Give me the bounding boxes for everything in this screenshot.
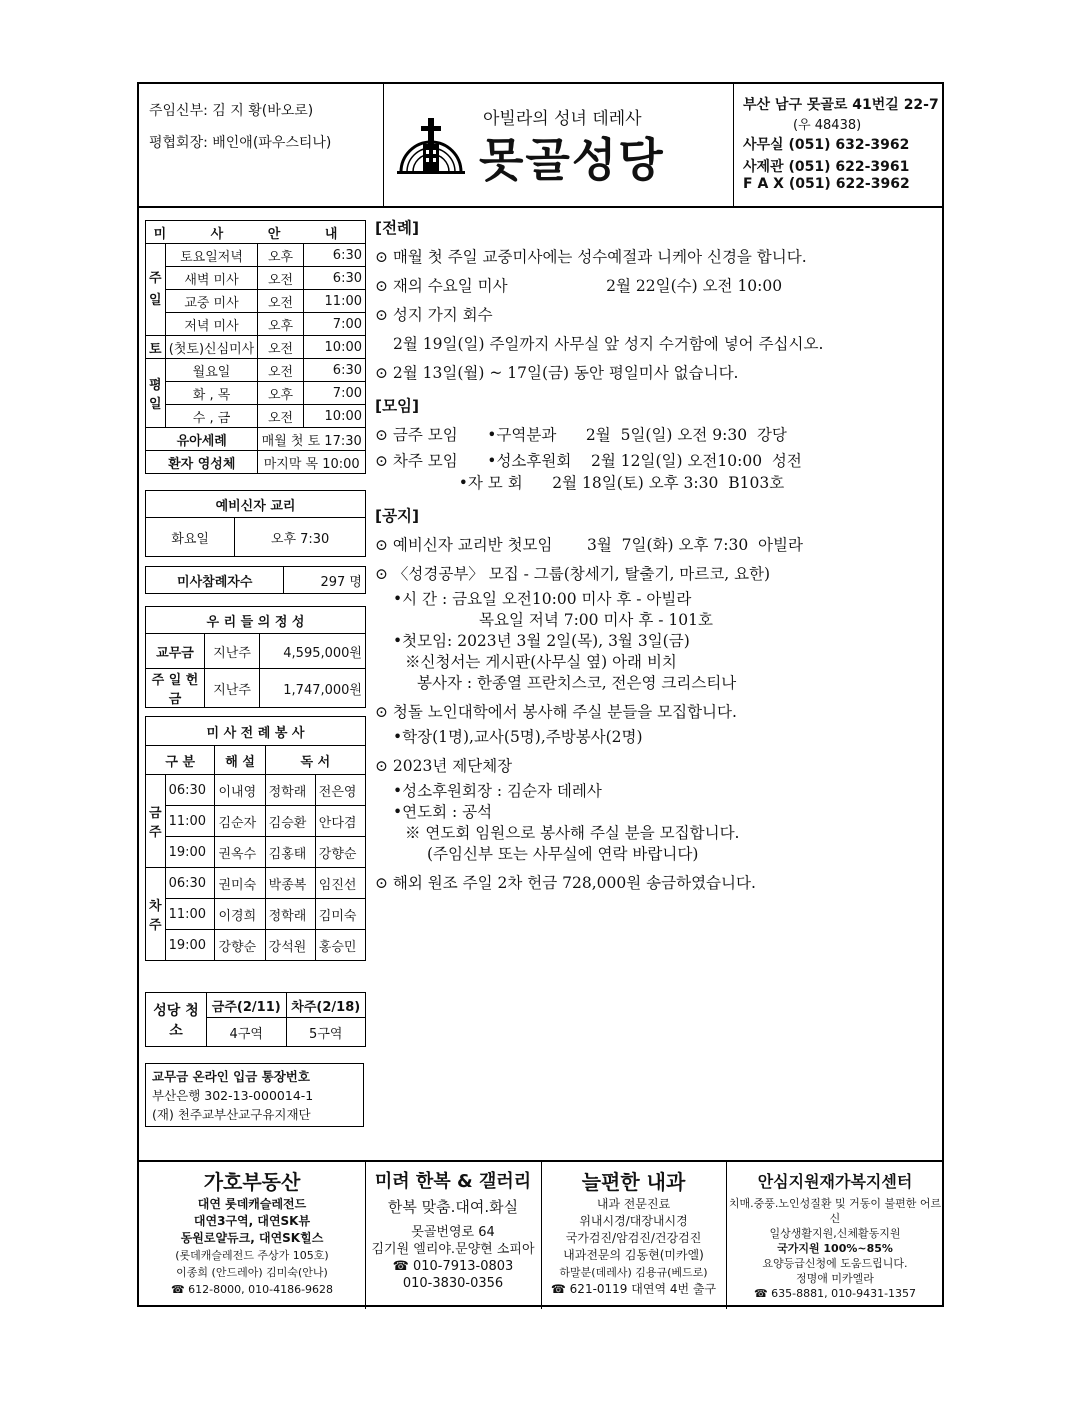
mass-ampm: 오전 bbox=[258, 336, 303, 359]
offering-table bbox=[145, 606, 366, 708]
baptism-label: 유아세례 bbox=[146, 428, 258, 451]
ad-line: (롯데캐슬레전드 주상가 105호) bbox=[175, 1249, 329, 1262]
ad-line: 일상생활지원,신체활동지원 bbox=[769, 1227, 901, 1240]
mass-name: 화 , 목 bbox=[165, 382, 258, 405]
list-item: ⊙ 2월 13일(월) ~ 17일(금) 동안 평일미사 없습니다. bbox=[375, 364, 739, 382]
list-item: 2월 19일(일) 주일까지 사무실 앞 성지 수거함에 넣어 주십시오. bbox=[393, 335, 824, 353]
ad-line: ☎ 612-8000, 010-4186-9628 bbox=[170, 1283, 334, 1296]
list-item: ⊙ 해외 원조 주일 2차 헌금 728,000원 송금하였습니다. bbox=[375, 874, 756, 892]
offering-title: 우 리 들 의 정 성 bbox=[146, 607, 366, 634]
list-item: •학장(1명),교사(5명),주방봉사(2명) bbox=[393, 728, 643, 746]
servers-group-label: 금주 bbox=[146, 775, 166, 868]
list-item: ⊙ 매월 첫 주일 교중미사에는 성수예절과 니케아 신경을 합니다. bbox=[375, 248, 807, 266]
servers-reader: 정학래 bbox=[265, 899, 315, 930]
servers-guide: 권미숙 bbox=[215, 868, 265, 899]
servers-header: 구 분 bbox=[146, 746, 215, 775]
mass-name: 저녁 미사 bbox=[165, 313, 258, 336]
cleaning-next-value: 5구역 bbox=[286, 1018, 366, 1047]
table-row bbox=[146, 634, 366, 669]
table-row bbox=[146, 428, 366, 451]
offering-amount: 4,595,000원 bbox=[260, 634, 366, 669]
list-item: ※ 연도회 임원으로 봉사해 주실 분을 모집합니다. bbox=[405, 824, 740, 842]
mass-name: 월요일 bbox=[165, 359, 258, 382]
mass-name: 수 , 금 bbox=[165, 405, 258, 428]
servers-guide: 권옥수 bbox=[215, 837, 265, 868]
ad-line: ☎ 635-8881, 010-9431-1357 bbox=[753, 1287, 917, 1300]
weekday-label: 평일 bbox=[146, 359, 166, 428]
ad-welfare-center bbox=[726, 1162, 944, 1309]
servers-time: 11:00 bbox=[165, 899, 215, 930]
attendance-table bbox=[145, 566, 366, 594]
offering-label: 교무금 bbox=[146, 634, 205, 669]
mass-schedule-title: 미 사 안 내 bbox=[146, 221, 366, 244]
header-staff bbox=[139, 84, 384, 206]
table-row bbox=[146, 290, 366, 313]
servers-guide: 김순자 bbox=[215, 806, 265, 837]
ad-line: 하말분(데레사) 김용규(베드로) bbox=[559, 1266, 708, 1279]
liturgy-heading: [전례] bbox=[375, 219, 420, 237]
ad-line: 한복 맞춤.대여.화실 bbox=[387, 1198, 519, 1216]
list-item: ⊙ 재의 수요일 미사 2월 22일(수) 오전 10:00 bbox=[375, 277, 783, 295]
list-item: ⊙ 청돌 노인대학에서 봉사해 주실 분들을 모집합니다. bbox=[375, 703, 737, 721]
rectory-phone: 사제관 (051) 622-3961 bbox=[743, 159, 910, 175]
table-row bbox=[146, 405, 366, 428]
servers-guide: 강향순 bbox=[215, 930, 265, 961]
servers-reader: 임진선 bbox=[315, 868, 365, 899]
offering-period: 지난주 bbox=[205, 669, 260, 708]
catechumen-table bbox=[145, 490, 366, 557]
list-item: ⊙ 금주 모임 •구역분과 2월 5일(일) 오전 9:30 강당 bbox=[375, 426, 787, 444]
list-item: •시 간 : 금요일 오전10:00 미사 후 - 아빌라 bbox=[393, 590, 692, 608]
ad-title: 늘편한 내과 bbox=[581, 1170, 686, 1194]
catechumen-day: 화요일 bbox=[146, 518, 235, 557]
ad-line: 김기원 엘리야.문양현 소피아 bbox=[371, 1242, 535, 1257]
mass-time: 6:30 bbox=[303, 267, 365, 290]
list-item: •자 모 회 2월 18일(토) 오후 3:30 B103호 bbox=[375, 474, 785, 492]
notice-heading: [공지] bbox=[375, 507, 420, 525]
attendance-label: 미사참례자수 bbox=[146, 567, 284, 594]
mass-schedule-table bbox=[145, 220, 366, 474]
header-contact bbox=[733, 84, 944, 206]
ad-line: 요양등급신청에 도움드립니다. bbox=[762, 1257, 908, 1270]
communion-label: 환자 영성체 bbox=[146, 451, 258, 474]
ad-title: 미려 한복 & 갤러리 bbox=[374, 1171, 532, 1192]
ad-line: 못골번영로 64 bbox=[411, 1225, 495, 1240]
meeting-heading: [모임] bbox=[375, 397, 420, 415]
mass-name: 새벽 미사 bbox=[165, 267, 258, 290]
offering-amount: 1,747,000원 bbox=[260, 669, 366, 708]
table-row bbox=[146, 669, 366, 708]
servers-reader: 정학래 bbox=[265, 775, 315, 806]
catechumen-title: 예비신자 교리 bbox=[146, 491, 366, 518]
cleaning-label: 성당 청소 bbox=[146, 993, 207, 1047]
servers-reader: 홍승민 bbox=[315, 930, 365, 961]
offering-period: 지난주 bbox=[205, 634, 260, 669]
servers-time: 06:30 bbox=[165, 868, 215, 899]
parish-title: 못골성당 bbox=[479, 133, 665, 187]
list-item: ⊙ 성지 가지 회수 bbox=[375, 306, 493, 324]
saturday-label: 토 bbox=[146, 336, 166, 359]
ad-title: 안심지원재가복지센터 bbox=[757, 1172, 913, 1191]
mass-ampm: 오전 bbox=[258, 267, 303, 290]
servers-reader: 전은영 bbox=[315, 775, 365, 806]
address: 부산 남구 못골로 41번길 22-7 bbox=[743, 97, 939, 113]
servers-time: 19:00 bbox=[165, 930, 215, 961]
baptism-value: 매월 첫 토 17:30 bbox=[258, 428, 366, 451]
ad-real-estate bbox=[139, 1162, 366, 1309]
servers-title: 미 사 전 례 봉 사 bbox=[146, 717, 366, 746]
servers-reader: 강향순 bbox=[315, 837, 365, 868]
servers-time: 06:30 bbox=[165, 775, 215, 806]
servers-reader: 김승환 bbox=[265, 806, 315, 837]
list-item: (주임신부 또는 사무실에 연락 바랍니다) bbox=[427, 845, 699, 863]
ad-line: 국가검진/암검진/건강검진 bbox=[565, 1231, 702, 1245]
servers-reader: 김홍태 bbox=[265, 837, 315, 868]
table-row bbox=[146, 775, 366, 806]
ad-line: 대연3구역, 대연SK뷰 bbox=[193, 1214, 311, 1228]
mass-ampm: 오후 bbox=[258, 382, 303, 405]
mass-time: 7:00 bbox=[303, 313, 365, 336]
ad-title: 가호부동산 bbox=[203, 1170, 301, 1194]
mass-time: 6:30 bbox=[303, 359, 365, 382]
table-row bbox=[146, 451, 366, 474]
list-item: 목요일 저녁 7:00 미사 후 - 101호 bbox=[479, 611, 713, 629]
servers-reader: 박종복 bbox=[265, 868, 315, 899]
list-item: ⊙ 예비신자 교리반 첫모임 3월 7일(화) 오후 7:30 아빌라 bbox=[375, 536, 803, 554]
mass-time: 6:30 bbox=[303, 244, 365, 267]
communion-value: 마지막 목 10:00 bbox=[258, 451, 366, 474]
ad-hanbok bbox=[365, 1162, 542, 1309]
parish-patron: 아빌라의 성녀 데레사 bbox=[483, 109, 642, 129]
list-item: ⊙ 〈성경공부〉 모집 - 그룹(창세기, 탈출기, 마르코, 요한) bbox=[375, 565, 771, 583]
ad-line: ☎ 010-7913-0803 bbox=[392, 1259, 514, 1274]
cleaning-next-week: 차주(2/18) bbox=[286, 993, 366, 1018]
table-row bbox=[146, 868, 366, 899]
list-item: •첫모임: 2023년 3월 2일(목), 3월 3일(금) bbox=[393, 632, 690, 650]
servers-guide: 이경희 bbox=[215, 899, 265, 930]
servers-header: 해 설 bbox=[215, 746, 265, 775]
account-title: 교무금 온라인 입금 통장번호 bbox=[152, 1069, 310, 1084]
ad-line: 정명애 미카엘라 bbox=[796, 1272, 874, 1285]
table-row bbox=[146, 336, 366, 359]
offering-label: 주 일 헌 금 bbox=[146, 669, 205, 708]
account-box bbox=[145, 1063, 364, 1127]
mass-name: (첫토)신심미사 bbox=[165, 336, 258, 359]
ad-line: 국가지원 100%~85% bbox=[777, 1242, 893, 1255]
servers-table bbox=[145, 716, 366, 961]
ads-footer bbox=[139, 1160, 942, 1309]
servers-header: 독 서 bbox=[265, 746, 365, 775]
mass-time: 11:00 bbox=[303, 290, 365, 313]
servers-time: 19:00 bbox=[165, 837, 215, 868]
mass-time: 7:00 bbox=[303, 382, 365, 405]
list-item: 봉사자 : 한종열 프란치스코, 전은영 크리스티나 bbox=[417, 674, 737, 692]
servers-reader: 김미숙 bbox=[315, 899, 365, 930]
zip-code: (우 48438) bbox=[793, 118, 862, 133]
servers-group-label: 차주 bbox=[146, 868, 166, 961]
cleaning-table bbox=[145, 992, 366, 1047]
list-item: ⊙ 차주 모임 •성소후원회 2월 12일(일) 오전10:00 성전 bbox=[375, 452, 802, 470]
ad-clinic bbox=[541, 1162, 727, 1309]
table-row bbox=[146, 359, 366, 382]
servers-reader: 안다겸 bbox=[315, 806, 365, 837]
table-row bbox=[146, 313, 366, 336]
account-bank: 부산은행 302-13-000014-1 bbox=[152, 1088, 314, 1103]
servers-reader: 강석원 bbox=[265, 930, 315, 961]
main-content bbox=[375, 214, 940, 898]
table-row bbox=[146, 930, 366, 961]
cleaning-this-value: 4구역 bbox=[207, 1018, 287, 1047]
bulletin-frame bbox=[137, 82, 944, 1307]
church-logo-icon bbox=[397, 114, 465, 176]
mass-time: 10:00 bbox=[303, 405, 365, 428]
list-item: •성소후원회장 : 김순자 데레사 bbox=[393, 782, 602, 800]
header-title-area bbox=[383, 84, 734, 206]
catechumen-time: 오후 7:30 bbox=[235, 518, 366, 557]
list-item: •연도회 : 공석 bbox=[393, 803, 493, 821]
ad-line: ☎ 621-0119 대연역 4번 출구 bbox=[550, 1282, 717, 1296]
mass-name: 교중 미사 bbox=[165, 290, 258, 313]
servers-time: 11:00 bbox=[165, 806, 215, 837]
mass-name: 토요일저녁 bbox=[165, 244, 258, 267]
mass-ampm: 오전 bbox=[258, 405, 303, 428]
ad-line: 동원로얄듀크, 대연SK힐스 bbox=[180, 1231, 324, 1245]
table-row bbox=[146, 806, 366, 837]
table-row bbox=[146, 382, 366, 405]
list-item: ※신청서는 게시판(사무실 옆) 아래 비치 bbox=[405, 653, 677, 671]
mass-ampm: 오후 bbox=[258, 313, 303, 336]
mass-ampm: 오후 bbox=[258, 244, 303, 267]
ad-line: 치매.중풍.노인성질환 및 거동이 불편한 어르신 bbox=[728, 1197, 942, 1225]
table-row bbox=[146, 244, 366, 267]
office-phone: 사무실 (051) 632-3962 bbox=[743, 137, 910, 153]
account-holder: (재) 천주교부산교구유지재단 bbox=[152, 1107, 311, 1122]
pastor-name: 주임신부: 김 지 황(바오로) bbox=[149, 103, 314, 119]
list-item: ⊙ 2023년 제단체장 bbox=[375, 757, 513, 775]
attendance-value: 297 명 bbox=[284, 567, 366, 594]
table-row bbox=[146, 267, 366, 290]
table-row bbox=[146, 899, 366, 930]
mass-ampm: 오전 bbox=[258, 359, 303, 382]
table-row bbox=[146, 837, 366, 868]
sunday-label: 주일 bbox=[146, 244, 166, 336]
mass-ampm: 오전 bbox=[258, 290, 303, 313]
ad-line: 대연 롯데캐슬레전드 bbox=[197, 1197, 307, 1211]
ad-line: 위내시경/대장내시경 bbox=[579, 1214, 688, 1228]
ad-line: 내과전문의 김동현(미카엘) bbox=[563, 1248, 704, 1262]
ad-line: 내과 전문진료 bbox=[596, 1197, 671, 1211]
ad-line: 010-3830-0356 bbox=[402, 1276, 504, 1291]
council-president: 평협회장: 배인애(파우스티나) bbox=[149, 135, 332, 151]
mass-time: 10:00 bbox=[303, 336, 365, 359]
servers-guide: 이내영 bbox=[215, 775, 265, 806]
cleaning-this-week: 금주(2/11) bbox=[207, 993, 287, 1018]
fax-number: F A X (051) 622-3962 bbox=[743, 176, 910, 192]
ad-line: 이종희 (안드레아) 김미숙(안나) bbox=[176, 1266, 328, 1279]
header bbox=[139, 84, 942, 208]
